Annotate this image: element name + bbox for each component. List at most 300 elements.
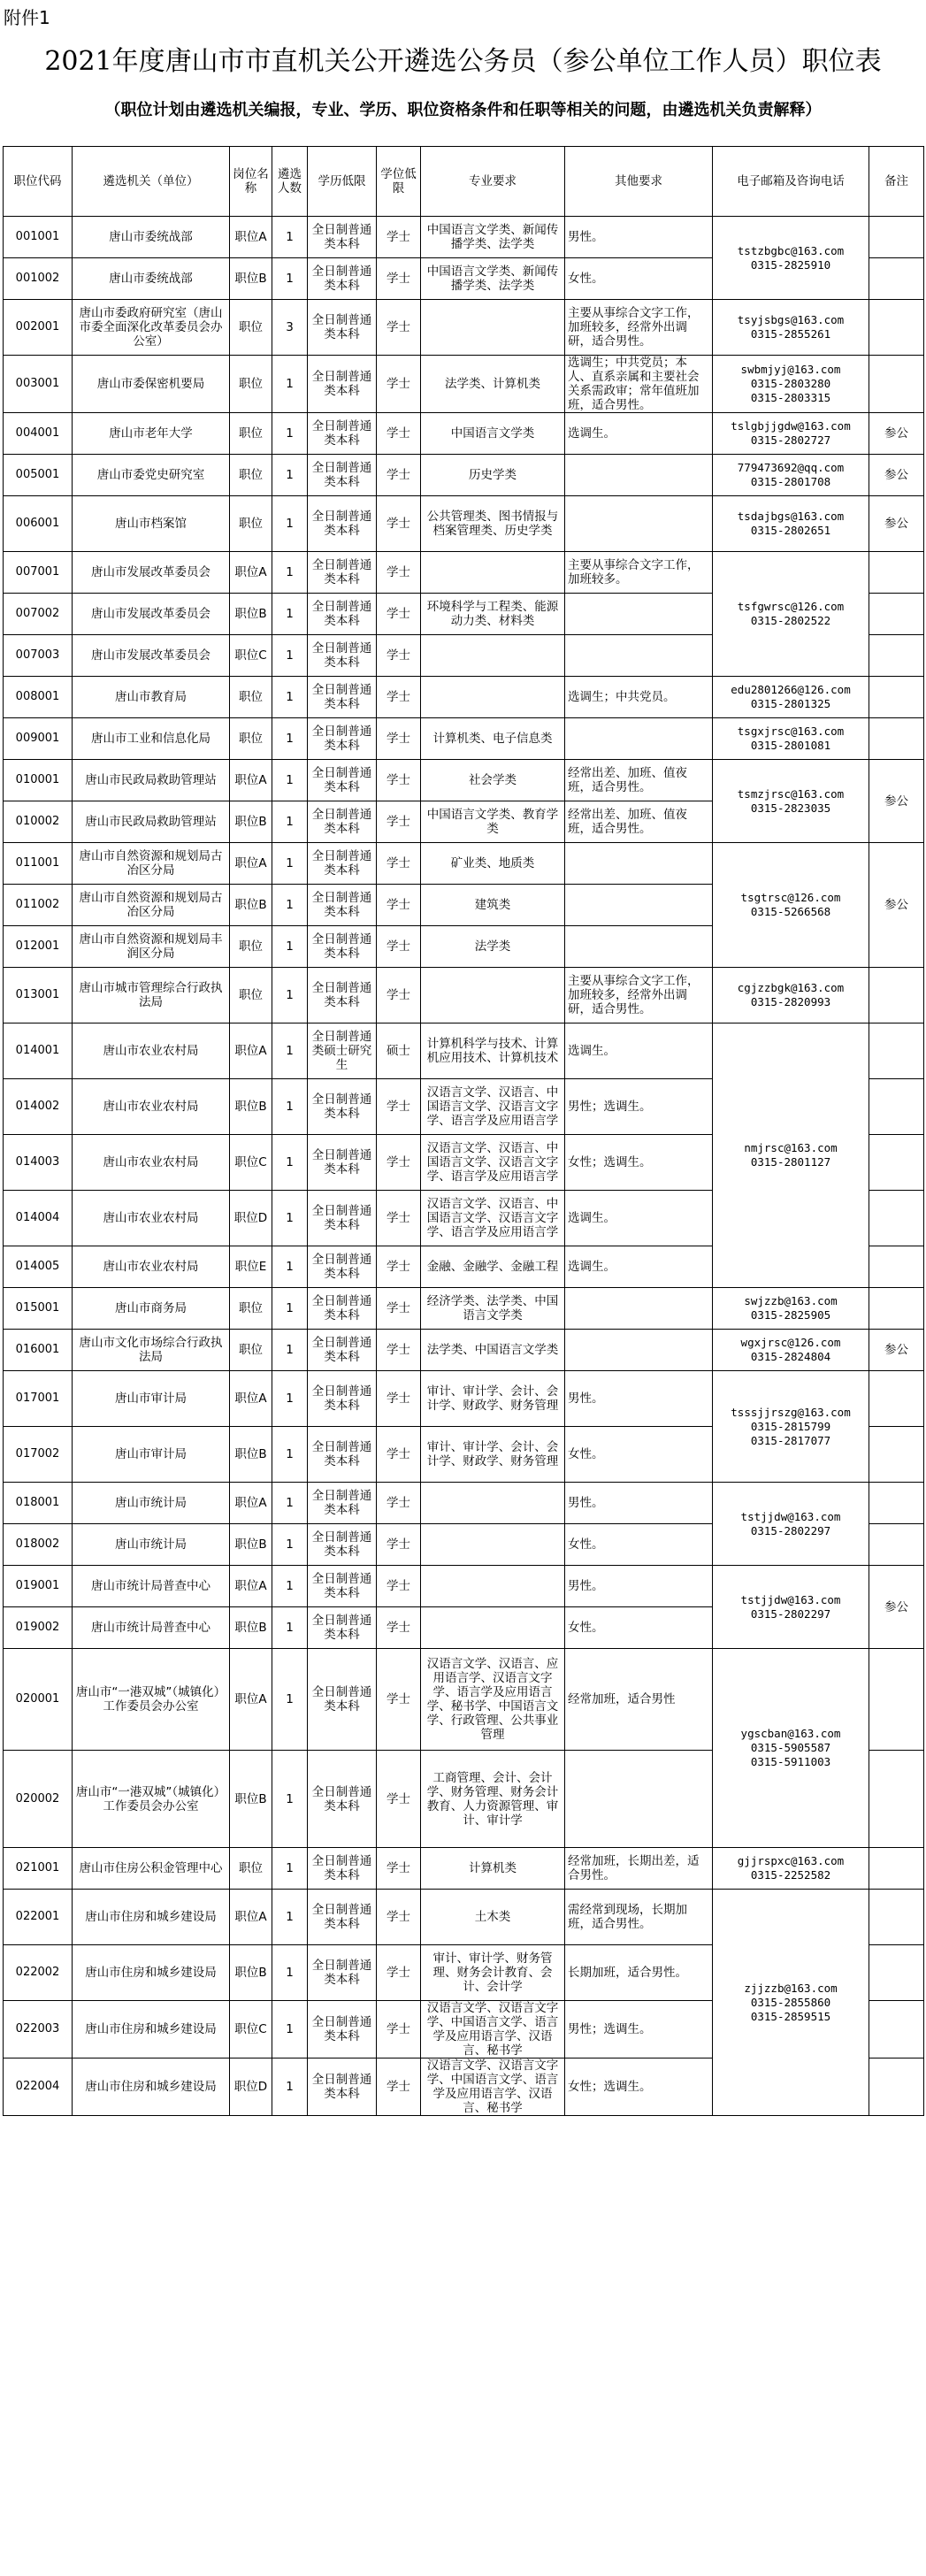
- cell-major: [421, 1566, 565, 1607]
- cell-other: [565, 1751, 713, 1848]
- cell-contact: tsgxjrsc@163.com 0315-2801081: [713, 718, 869, 760]
- cell-degree: 学士: [377, 885, 421, 926]
- cell-education: 全日制普通类本科: [308, 258, 377, 300]
- cell-count: 1: [272, 1371, 308, 1427]
- cell-code: 018001: [4, 1483, 73, 1524]
- cell-position: 职位A: [230, 1566, 272, 1607]
- cell-education: 全日制普通类本科: [308, 760, 377, 801]
- cell-degree: 学士: [377, 1288, 421, 1330]
- cell-other: 经常加班，长期出差，适合男性。: [565, 1848, 713, 1890]
- cell-major: 审计、审计学、会计、会计学、财政学、财务管理: [421, 1427, 565, 1483]
- cell-code: 016001: [4, 1330, 73, 1371]
- cell-other: 选调生；中共党员。: [565, 677, 713, 718]
- cell-position: 职位: [230, 413, 272, 455]
- cell-degree: 学士: [377, 2001, 421, 2058]
- cell-remark-empty: [869, 356, 924, 413]
- cell-other: 选调生；中共党员；本人、直系亲属和主要社会关系需政审；常年值班加班，适合男性。: [565, 356, 713, 413]
- cell-remark: 参公: [869, 1566, 924, 1649]
- cell-contact: ygscban@163.com 0315-5905587 0315-5911003: [713, 1649, 869, 1848]
- cell-count: 1: [272, 1191, 308, 1246]
- cell-position: 职位E: [230, 1246, 272, 1288]
- cell-degree: 学士: [377, 1330, 421, 1371]
- cell-other: [565, 885, 713, 926]
- cell-code: 019001: [4, 1566, 73, 1607]
- cell-remark: 参公: [869, 760, 924, 843]
- cell-remark-empty: [869, 552, 924, 594]
- table-row: [4, 356, 924, 413]
- cell-major: 土木类: [421, 1890, 565, 1945]
- table-row: [4, 1890, 924, 1945]
- cell-other: [565, 455, 713, 496]
- cell-contact: tstjjdw@163.com 0315-2802297: [713, 1566, 869, 1649]
- cell-major: 中国语言文学类、教育学类: [421, 801, 565, 843]
- cell-code: 014001: [4, 1024, 73, 1079]
- table-row: [4, 1483, 924, 1524]
- cell-other: 男性；选调生。: [565, 1079, 713, 1135]
- cell-count: 1: [272, 1524, 308, 1566]
- cell-code: 020001: [4, 1649, 73, 1751]
- cell-education: 全日制普通类本科: [308, 885, 377, 926]
- cell-other: 经常加班，适合男性: [565, 1649, 713, 1751]
- header-remark: 备注: [869, 147, 924, 217]
- table-row: [4, 1649, 924, 1751]
- cell-degree: 学士: [377, 1848, 421, 1890]
- cell-org: 唐山市农业农村局: [73, 1135, 230, 1191]
- cell-position: 职位: [230, 455, 272, 496]
- table-row: [4, 413, 924, 455]
- cell-org: 唐山市住房和城乡建设局: [73, 1890, 230, 1945]
- cell-org: 唐山市自然资源和规划局古冶区分局: [73, 885, 230, 926]
- cell-major: 矿业类、地质类: [421, 843, 565, 885]
- header-contact: 电子邮箱及咨询电话: [713, 147, 869, 217]
- cell-code: 020002: [4, 1751, 73, 1848]
- cell-count: 1: [272, 413, 308, 455]
- cell-org: 唐山市“一港双城”（城镇化）工作委员会办公室: [73, 1751, 230, 1848]
- cell-count: 1: [272, 760, 308, 801]
- cell-position: 职位A: [230, 1649, 272, 1751]
- table-row: [4, 1330, 924, 1371]
- cell-major: 审计、审计学、会计、会计学、财政学、财务管理: [421, 1371, 565, 1427]
- cell-count: 1: [272, 1890, 308, 1945]
- cell-other: 男性。: [565, 1483, 713, 1524]
- cell-education: 全日制普通类本科: [308, 1649, 377, 1751]
- cell-org: 唐山市农业农村局: [73, 1191, 230, 1246]
- cell-remark: 参公: [869, 413, 924, 455]
- cell-position: 职位: [230, 1330, 272, 1371]
- cell-contact: swbmjyj@163.com 0315-2803280 0315-2803315: [713, 356, 869, 413]
- cell-major: [421, 677, 565, 718]
- cell-code: 022002: [4, 1945, 73, 2001]
- cell-education: 全日制普通类本科: [308, 552, 377, 594]
- cell-education: 全日制普通类本科: [308, 1330, 377, 1371]
- cell-remark-empty: [869, 968, 924, 1024]
- table-row: [4, 1371, 924, 1427]
- cell-org: 唐山市统计局: [73, 1483, 230, 1524]
- cell-degree: 学士: [377, 1135, 421, 1191]
- cell-other: 女性。: [565, 1607, 713, 1649]
- cell-code: 019002: [4, 1607, 73, 1649]
- cell-contact: gjjrspxc@163.com 0315-2252582: [713, 1848, 869, 1890]
- cell-position: 职位: [230, 1848, 272, 1890]
- cell-degree: 学士: [377, 843, 421, 885]
- cell-major: [421, 1524, 565, 1566]
- table-row: [4, 677, 924, 718]
- cell-other: 选调生。: [565, 413, 713, 455]
- cell-org: 唐山市民政局救助管理站: [73, 760, 230, 801]
- cell-contact: swjzzb@163.com 0315-2825905: [713, 1288, 869, 1330]
- cell-other: 男性。: [565, 217, 713, 258]
- cell-other: [565, 1288, 713, 1330]
- cell-other: 经常出差、加班、值夜班，适合男性。: [565, 801, 713, 843]
- cell-other: 长期加班，适合男性。: [565, 1945, 713, 2001]
- cell-other: 女性。: [565, 1427, 713, 1483]
- header-position: 岗位名称: [230, 147, 272, 217]
- cell-other: [565, 496, 713, 552]
- table-row: [4, 552, 924, 594]
- table-row: [4, 1288, 924, 1330]
- cell-position: 职位: [230, 300, 272, 356]
- cell-contact: wgxjrsc@126.com 0315-2824804: [713, 1330, 869, 1371]
- cell-degree: 学士: [377, 801, 421, 843]
- cell-code: 008001: [4, 677, 73, 718]
- cell-count: 1: [272, 1427, 308, 1483]
- cell-other: [565, 1330, 713, 1371]
- cell-position: 职位: [230, 718, 272, 760]
- cell-major: [421, 300, 565, 356]
- cell-org: 唐山市工业和信息化局: [73, 718, 230, 760]
- cell-contact: zjjzzb@163.com 0315-2855860 0315-2859515: [713, 1890, 869, 2116]
- cell-education: 全日制普通类本科: [308, 1371, 377, 1427]
- cell-other: 主要从事综合文字工作，加班较多，经常外出调研，适合男性。: [565, 968, 713, 1024]
- cell-education: 全日制普通类本科: [308, 926, 377, 968]
- cell-count: 1: [272, 1330, 308, 1371]
- cell-code: 015001: [4, 1288, 73, 1330]
- cell-code: 010001: [4, 760, 73, 801]
- cell-position: 职位: [230, 496, 272, 552]
- cell-other: 经常出差、加班、值夜班，适合男性。: [565, 760, 713, 801]
- cell-code: 014002: [4, 1079, 73, 1135]
- cell-position: 职位C: [230, 2001, 272, 2058]
- cell-code: 013001: [4, 968, 73, 1024]
- cell-count: 1: [272, 455, 308, 496]
- cell-education: 全日制普通类本科: [308, 1079, 377, 1135]
- cell-org: 唐山市发展改革委员会: [73, 594, 230, 635]
- cell-degree: 学士: [377, 1751, 421, 1848]
- cell-remark-empty: [869, 677, 924, 718]
- cell-education: 全日制普通类本科: [308, 801, 377, 843]
- cell-code: 014003: [4, 1135, 73, 1191]
- cell-degree: 学士: [377, 1079, 421, 1135]
- cell-org: 唐山市教育局: [73, 677, 230, 718]
- cell-major: 中国语言文学类、新闻传播学类、法学类: [421, 217, 565, 258]
- cell-degree: 学士: [377, 300, 421, 356]
- cell-code: 011001: [4, 843, 73, 885]
- cell-count: 1: [272, 496, 308, 552]
- cell-count: 1: [272, 1566, 308, 1607]
- cell-org: 唐山市委党史研究室: [73, 455, 230, 496]
- header-org: 遴选机关（单位）: [73, 147, 230, 217]
- cell-position: 职位B: [230, 801, 272, 843]
- cell-code: 017001: [4, 1371, 73, 1427]
- cell-count: 1: [272, 1024, 308, 1079]
- cell-org: 唐山市发展改革委员会: [73, 635, 230, 677]
- cell-code: 012001: [4, 926, 73, 968]
- cell-code: 017002: [4, 1427, 73, 1483]
- cell-contact: tsssjjrszg@163.com 0315-2815799 0315-2817077: [713, 1371, 869, 1483]
- cell-position: 职位A: [230, 217, 272, 258]
- header-degree: 学位低限: [377, 147, 421, 217]
- cell-education: 全日制普通类本科: [308, 1427, 377, 1483]
- cell-degree: 学士: [377, 968, 421, 1024]
- cell-remark-empty: [869, 1890, 924, 1945]
- cell-education: 全日制普通类本科: [308, 1566, 377, 1607]
- cell-remark-empty: [869, 300, 924, 356]
- cell-org: 唐山市委统战部: [73, 217, 230, 258]
- cell-education: 全日制普通类本科: [308, 1483, 377, 1524]
- cell-education: 全日制普通类本科: [308, 1246, 377, 1288]
- cell-count: 1: [272, 677, 308, 718]
- cell-org: 唐山市自然资源和规划局古冶区分局: [73, 843, 230, 885]
- cell-degree: 学士: [377, 356, 421, 413]
- cell-count: 1: [272, 356, 308, 413]
- cell-other: 女性。: [565, 258, 713, 300]
- cell-education: 全日制普通类本科: [308, 356, 377, 413]
- cell-org: 唐山市农业农村局: [73, 1024, 230, 1079]
- cell-other: 男性。: [565, 1566, 713, 1607]
- cell-other: 选调生。: [565, 1191, 713, 1246]
- cell-contact: edu2801266@126.com 0315-2801325: [713, 677, 869, 718]
- cell-position: 职位: [230, 356, 272, 413]
- cell-degree: 学士: [377, 1427, 421, 1483]
- cell-remark-empty: [869, 1135, 924, 1191]
- cell-other: [565, 718, 713, 760]
- cell-position: 职位A: [230, 1371, 272, 1427]
- cell-position: 职位B: [230, 1427, 272, 1483]
- cell-code: 010002: [4, 801, 73, 843]
- cell-degree: 学士: [377, 258, 421, 300]
- cell-code: 007003: [4, 635, 73, 677]
- cell-major: 金融、金融学、金融工程: [421, 1246, 565, 1288]
- cell-contact: cgjzzbgk@163.com 0315-2820993: [713, 968, 869, 1024]
- cell-degree: 学士: [377, 217, 421, 258]
- cell-other: 主要从事综合文字工作，加班较多。: [565, 552, 713, 594]
- cell-other: [565, 635, 713, 677]
- cell-degree: 学士: [377, 1566, 421, 1607]
- cell-major: 历史学类: [421, 455, 565, 496]
- cell-remark-empty: [869, 594, 924, 635]
- cell-remark-empty: [869, 1649, 924, 1751]
- cell-contact: 779473692@qq.com 0315-2801708: [713, 455, 869, 496]
- header-code: 职位代码: [4, 147, 73, 217]
- cell-org: 唐山市城市管理综合行政执法局: [73, 968, 230, 1024]
- table-row: [4, 455, 924, 496]
- cell-org: 唐山市老年大学: [73, 413, 230, 455]
- cell-major: 汉语言文学、汉语言、中国语言文学、汉语言文字学、语言学及应用语言学: [421, 1079, 565, 1135]
- cell-org: 唐山市发展改革委员会: [73, 552, 230, 594]
- cell-education: 全日制普通类本科: [308, 496, 377, 552]
- table-row: [4, 718, 924, 760]
- cell-major: 工商管理、会计、会计学、财务管理、财务会计教育、人力资源管理、审计、审计学: [421, 1751, 565, 1848]
- cell-org: 唐山市农业农村局: [73, 1079, 230, 1135]
- cell-org: 唐山市商务局: [73, 1288, 230, 1330]
- cell-position: 职位B: [230, 1524, 272, 1566]
- cell-position: 职位B: [230, 1945, 272, 2001]
- cell-count: 1: [272, 718, 308, 760]
- cell-education: 全日制普通类本科: [308, 843, 377, 885]
- cell-count: 1: [272, 1751, 308, 1848]
- cell-education: 全日制普通类本科: [308, 1135, 377, 1191]
- cell-code: 006001: [4, 496, 73, 552]
- cell-major: [421, 968, 565, 1024]
- table-row: [4, 760, 924, 801]
- cell-position: 职位A: [230, 1483, 272, 1524]
- cell-org: 唐山市审计局: [73, 1427, 230, 1483]
- cell-remark-empty: [869, 1524, 924, 1566]
- table-row: [4, 217, 924, 258]
- cell-position: 职位: [230, 926, 272, 968]
- cell-code: 005001: [4, 455, 73, 496]
- cell-org: 唐山市委统战部: [73, 258, 230, 300]
- cell-degree: 学士: [377, 1890, 421, 1945]
- cell-org: 唐山市统计局: [73, 1524, 230, 1566]
- cell-count: 1: [272, 635, 308, 677]
- cell-contact: tstjjdw@163.com 0315-2802297: [713, 1483, 869, 1566]
- cell-count: 1: [272, 1135, 308, 1191]
- cell-education: 全日制普通类本科: [308, 1890, 377, 1945]
- cell-degree: 学士: [377, 635, 421, 677]
- cell-remark-empty: [869, 1945, 924, 2001]
- cell-count: 1: [272, 1079, 308, 1135]
- cell-position: 职位B: [230, 1607, 272, 1649]
- cell-remark-empty: [869, 258, 924, 300]
- cell-code: 018002: [4, 1524, 73, 1566]
- cell-major: 中国语言文学类、新闻传播学类、法学类: [421, 258, 565, 300]
- cell-other: 选调生。: [565, 1024, 713, 1079]
- cell-code: 003001: [4, 356, 73, 413]
- cell-degree: 学士: [377, 594, 421, 635]
- table-row: [4, 300, 924, 356]
- cell-education: 全日制普通类本科: [308, 968, 377, 1024]
- cell-education: 全日制普通类硕士研究生: [308, 1024, 377, 1079]
- cell-major: 计算机类: [421, 1848, 565, 1890]
- cell-code: 022001: [4, 1890, 73, 1945]
- cell-major: 公共管理类、图书情报与档案管理类、历史学类: [421, 496, 565, 552]
- cell-major: [421, 1607, 565, 1649]
- cell-education: 全日制普通类本科: [308, 2001, 377, 2058]
- cell-contact: tsmzjrsc@163.com 0315-2823035: [713, 760, 869, 843]
- cell-position: 职位: [230, 968, 272, 1024]
- cell-major: 汉语言文学、汉语言文字学、中国语言文学、语言学及应用语言学、汉语言、秘书学: [421, 2001, 565, 2058]
- cell-degree: 学士: [377, 677, 421, 718]
- cell-code: 007002: [4, 594, 73, 635]
- cell-other: 需经常到现场，长期加班，适合男性。: [565, 1890, 713, 1945]
- cell-education: 全日制普通类本科: [308, 1945, 377, 2001]
- positions-table: [3, 146, 924, 2116]
- cell-major: 社会学类: [421, 760, 565, 801]
- cell-remark: 参公: [869, 1330, 924, 1371]
- cell-count: 1: [272, 1945, 308, 2001]
- cell-other: 男性；选调生。: [565, 2001, 713, 2058]
- cell-contact: tslgbjjgdw@163.com 0315-2802727: [713, 413, 869, 455]
- cell-count: 1: [272, 1848, 308, 1890]
- table-body: [4, 217, 924, 2116]
- cell-degree: 学士: [377, 552, 421, 594]
- cell-major: [421, 552, 565, 594]
- cell-code: 009001: [4, 718, 73, 760]
- cell-remark: 参公: [869, 455, 924, 496]
- cell-degree: 学士: [377, 1191, 421, 1246]
- header-major: 专业要求: [421, 147, 565, 217]
- header-other: 其他要求: [565, 147, 713, 217]
- cell-contact: tstzbgbc@163.com 0315-2825910: [713, 217, 869, 300]
- cell-degree: 学士: [377, 1246, 421, 1288]
- cell-org: 唐山市住房和城乡建设局: [73, 1945, 230, 2001]
- cell-education: 全日制普通类本科: [308, 1191, 377, 1246]
- cell-count: 1: [272, 258, 308, 300]
- cell-code: 022004: [4, 2058, 73, 2116]
- cell-count: 1: [272, 885, 308, 926]
- cell-degree: 学士: [377, 1371, 421, 1427]
- cell-remark-empty: [869, 217, 924, 258]
- cell-education: 全日制普通类本科: [308, 1524, 377, 1566]
- cell-education: 全日制普通类本科: [308, 1848, 377, 1890]
- cell-count: 1: [272, 1607, 308, 1649]
- cell-education: 全日制普通类本科: [308, 455, 377, 496]
- cell-org: 唐山市住房和城乡建设局: [73, 2058, 230, 2116]
- table-row: [4, 1848, 924, 1890]
- cell-count: 1: [272, 2058, 308, 2116]
- cell-major: [421, 635, 565, 677]
- cell-position: 职位D: [230, 2058, 272, 2116]
- cell-org: 唐山市文化市场综合行政执法局: [73, 1330, 230, 1371]
- cell-degree: 学士: [377, 1945, 421, 2001]
- table-row: [4, 496, 924, 552]
- cell-position: 职位B: [230, 258, 272, 300]
- cell-position: 职位: [230, 677, 272, 718]
- cell-remark-empty: [869, 2058, 924, 2116]
- cell-major: 中国语言文学类: [421, 413, 565, 455]
- cell-other: 选调生。: [565, 1246, 713, 1288]
- cell-remark-empty: [869, 1483, 924, 1524]
- cell-org: 唐山市民政局救助管理站: [73, 801, 230, 843]
- cell-remark-empty: [869, 635, 924, 677]
- cell-position: 职位A: [230, 843, 272, 885]
- cell-major: 汉语言文学、汉语言、中国语言文学、汉语言文字学、语言学及应用语言学: [421, 1191, 565, 1246]
- cell-code: 001002: [4, 258, 73, 300]
- cell-count: 1: [272, 1288, 308, 1330]
- cell-other: 女性；选调生。: [565, 1135, 713, 1191]
- cell-position: 职位B: [230, 1751, 272, 1848]
- cell-education: 全日制普通类本科: [308, 1288, 377, 1330]
- cell-degree: 硕士: [377, 1024, 421, 1079]
- cell-count: 1: [272, 594, 308, 635]
- cell-position: 职位B: [230, 885, 272, 926]
- cell-code: 014004: [4, 1191, 73, 1246]
- cell-other: [565, 926, 713, 968]
- cell-major: 经济学类、法学类、中国语言文学类: [421, 1288, 565, 1330]
- cell-major: 建筑类: [421, 885, 565, 926]
- cell-code: 002001: [4, 300, 73, 356]
- cell-remark-empty: [869, 2001, 924, 2058]
- cell-remark: 参公: [869, 496, 924, 552]
- cell-position: 职位B: [230, 1079, 272, 1135]
- cell-position: 职位: [230, 1288, 272, 1330]
- table-header-row: [4, 147, 924, 217]
- table-row: [4, 843, 924, 885]
- cell-contact: tsfgwrsc@126.com 0315-2802522: [713, 552, 869, 677]
- cell-count: 1: [272, 552, 308, 594]
- cell-position: 职位A: [230, 552, 272, 594]
